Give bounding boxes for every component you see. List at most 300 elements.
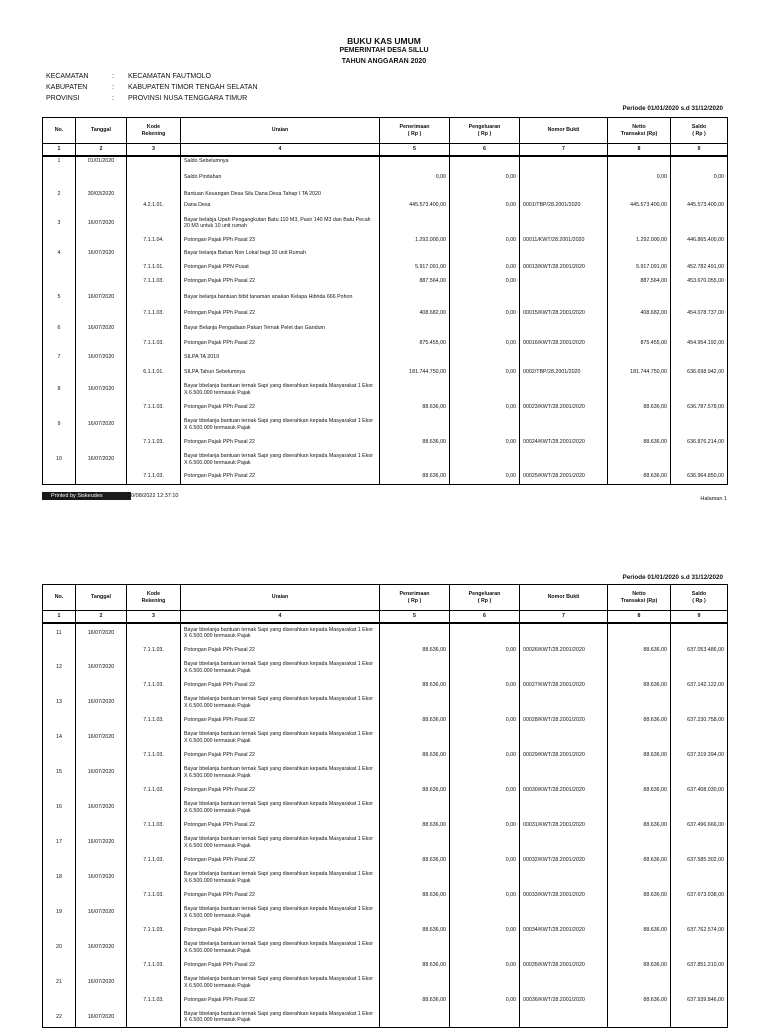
table-row [43, 364, 728, 380]
table-row [43, 156, 728, 166]
cell-pengeluaran [450, 658, 520, 677]
cell-uraian: Potongan Pajak PPh Pasal 22 [181, 957, 380, 973]
cell-uraian: Potongan Pajak PPh Pasal 22 [181, 642, 380, 658]
cell-no [43, 922, 76, 938]
col-number: 8 [608, 611, 671, 624]
cell-saldo: 637.851.210,00 [671, 957, 728, 973]
cell-kode [127, 321, 181, 336]
cell-penerimaan [380, 212, 450, 234]
table-row [43, 336, 728, 351]
cell-nomor-bukti [520, 868, 608, 887]
cell-pengeluaran: 0,00 [450, 642, 520, 658]
cell-tanggal: 16/07/2020 [76, 247, 127, 260]
cell-pengeluaran [450, 623, 520, 642]
col-header-pengeluaran [450, 118, 520, 144]
cell-tanggal [76, 887, 127, 903]
table-row [43, 798, 728, 817]
cell-netto: 887.564,00 [608, 274, 671, 288]
cell-saldo: 452.782.491,00 [671, 260, 728, 274]
col-header-nomor-bukti: Nomor Bukti [520, 118, 608, 144]
cell-saldo: 0,00 [671, 166, 728, 189]
cell-saldo [671, 658, 728, 677]
col-header-text: Netto [632, 124, 646, 131]
info-row-kabupaten [46, 82, 258, 93]
cell-nomor-bukti [520, 166, 608, 189]
cell-saldo [671, 288, 728, 306]
cell-nomor-bukti: 0002/TBP/28.2001/2020 [520, 364, 608, 380]
cell-kode [127, 1008, 181, 1027]
col-header-saldo [671, 585, 728, 611]
cell-kode [127, 247, 181, 260]
cell-kode: 7.1.1.03. [127, 957, 181, 973]
cell-pengeluaran: 0,00 [450, 747, 520, 763]
col-number: 3 [127, 611, 181, 624]
cell-penerimaan: 5.917.091,00 [380, 260, 450, 274]
cell-uraian: Bayar bbelanja bantuan ternak Sapi yang diserahkan kepada Masyarakat 1 Ekor X 6.500.000 termasuk Pajak [181, 450, 380, 469]
cell-netto: 88.636,00 [608, 399, 671, 415]
cell-kode: 7.1.1.03. [127, 922, 181, 938]
table-row [43, 938, 728, 957]
cell-saldo: 454.954.192,00 [671, 336, 728, 351]
cell-saldo: 637.585.302,00 [671, 852, 728, 868]
col-header-text: Pengeluaran [468, 591, 501, 598]
cell-kode: 7.1.1.03. [127, 782, 181, 798]
cell-no [43, 852, 76, 868]
cell-uraian: Bayar bbelanja bantuan ternak Sapi yang diserahkan kepada Masyarakat 1 Ekor X 6.500.000 termasuk Pajak [181, 903, 380, 922]
cell-penerimaan: 88.636,00 [380, 782, 450, 798]
cell-pengeluaran [450, 973, 520, 992]
col-number: 5 [380, 144, 450, 157]
cell-uraian: Bayar bbelanja bantuan ternak Sapi yang diserahkan kepada Masyarakat 1 Ekor X 6.500.000 termasuk Pajak [181, 833, 380, 852]
cell-no [43, 274, 76, 288]
cell-tanggal [76, 199, 127, 212]
cell-no [43, 364, 76, 380]
cell-uraian: Potongan Pajak PPh Pasal 22 [181, 782, 380, 798]
cell-netto: 5.917.091,00 [608, 260, 671, 274]
cell-uraian: Potongan Pajak PPh Pasal 22 [181, 306, 380, 321]
cell-kode [127, 798, 181, 817]
cell-no: 1 [43, 156, 76, 166]
cell-no [43, 957, 76, 973]
table-row [43, 234, 728, 247]
cell-kode [127, 903, 181, 922]
info-row-provinsi [46, 93, 258, 104]
cell-no: 3 [43, 212, 76, 234]
cell-nomor-bukti [520, 728, 608, 747]
cell-nomor-bukti: 00011/KWT/28.2001/2020 [520, 234, 608, 247]
cell-nomor-bukti [520, 938, 608, 957]
cell-nomor-bukti: 00016/KWT/28.2001/2020 [520, 336, 608, 351]
cell-tanggal [76, 469, 127, 484]
info-sep: : [112, 95, 114, 102]
cell-uraian: Potongan Pajak PPh Pasal 22 [181, 852, 380, 868]
cell-pengeluaran [450, 903, 520, 922]
cell-pengeluaran: 0,00 [450, 817, 520, 833]
ledger-body-page-1 [43, 156, 728, 484]
table-row [43, 434, 728, 450]
cell-pengeluaran [450, 351, 520, 364]
cell-no [43, 782, 76, 798]
page-footer [42, 492, 727, 502]
cell-uraian: Bayar bbelanja bantuan ternak Sapi yang diserahkan kepada Masyarakat 1 Ekor X 6.500.000 termasuk Pajak [181, 728, 380, 747]
cell-no [43, 166, 76, 189]
cell-saldo [671, 763, 728, 782]
cell-nomor-bukti [520, 351, 608, 364]
table-row [43, 782, 728, 798]
cell-no [43, 199, 76, 212]
cell-tanggal [76, 306, 127, 321]
cell-kode: 7.1.1.01. [127, 260, 181, 274]
cell-saldo [671, 189, 728, 199]
cell-nomor-bukti [520, 973, 608, 992]
cell-kode [127, 728, 181, 747]
cell-netto [608, 798, 671, 817]
cell-netto: 88.636,00 [608, 642, 671, 658]
table-row [43, 399, 728, 415]
cell-uraian: Saldo Pindahan [181, 166, 380, 189]
table-row [43, 166, 728, 189]
cell-uraian: Potongan Pajak PPh Pasal 22 [181, 712, 380, 728]
cell-netto [608, 623, 671, 642]
cell-nomor-bukti: 00034/KWT/28.2001/2020 [520, 922, 608, 938]
cell-no [43, 747, 76, 763]
cell-uraian: Potongan Pajak PPh Pasal 22 [181, 747, 380, 763]
cell-kode: 7.1.1.03. [127, 469, 181, 484]
cell-netto [608, 321, 671, 336]
cell-netto: 88.636,00 [608, 992, 671, 1008]
ledger-body-page-2 [43, 623, 728, 1027]
cell-tanggal [76, 364, 127, 380]
cell-pengeluaran: 0,00 [450, 712, 520, 728]
cell-pengeluaran: 0,00 [450, 306, 520, 321]
cell-netto: 88.636,00 [608, 469, 671, 484]
cell-penerimaan [380, 693, 450, 712]
cell-tanggal: 16/07/2020 [76, 798, 127, 817]
cell-penerimaan [380, 658, 450, 677]
cell-tanggal [76, 642, 127, 658]
col-header-uraian: Uraian [181, 585, 380, 611]
cell-tanggal: 16/07/2020 [76, 288, 127, 306]
cell-penerimaan [380, 833, 450, 852]
cell-netto [608, 938, 671, 957]
cell-tanggal: 16/07/2020 [76, 763, 127, 782]
cell-pengeluaran [450, 247, 520, 260]
cell-kode: 7.1.1.03. [127, 642, 181, 658]
cell-penerimaan [380, 728, 450, 747]
cell-pengeluaran [450, 868, 520, 887]
column-number-row [43, 611, 728, 624]
table-row [43, 903, 728, 922]
cell-nomor-bukti [520, 763, 608, 782]
cell-uraian: Potongan Pajak PPh Pasal 23 [181, 234, 380, 247]
col-header-no: No. [43, 585, 76, 611]
cell-nomor-bukti: 00031/KWT/28.2001/2020 [520, 817, 608, 833]
cell-nomor-bukti [520, 1008, 608, 1027]
cell-tanggal: 16/07/2020 [76, 351, 127, 364]
cell-kode: 6.1.1.01. [127, 364, 181, 380]
cell-netto [608, 693, 671, 712]
cell-penerimaan [380, 247, 450, 260]
col-header-kode [127, 585, 181, 611]
col-header-text: Rekening [141, 130, 166, 137]
cell-no: 17 [43, 833, 76, 852]
col-number: 8 [608, 144, 671, 157]
cell-saldo: 637.762.574,00 [671, 922, 728, 938]
table-row [43, 887, 728, 903]
cell-nomor-bukti: 00023/KWT/28.2001/2020 [520, 399, 608, 415]
cell-no: 4 [43, 247, 76, 260]
cell-tanggal: 16/07/2020 [76, 1008, 127, 1027]
cell-nomor-bukti [520, 798, 608, 817]
cell-netto [608, 658, 671, 677]
cell-uraian: Potongan Pajak PPh Pasal 22 [181, 434, 380, 450]
cell-netto: 88.636,00 [608, 677, 671, 693]
cell-saldo: 637.230.758,00 [671, 712, 728, 728]
cell-pengeluaran [450, 798, 520, 817]
col-header-text: Transaksi (Rp) [620, 597, 658, 604]
cell-nomor-bukti [520, 274, 608, 288]
cell-uraian: Bayar bbelanja bantuan ternak Sapi yang diserahkan kepada Masyarakat 1 Ekor X 6.500.000 termasuk Pajak [181, 868, 380, 887]
periode-label: Periode 01/01/2020 s.d 31/12/2020 [622, 105, 723, 112]
cell-no [43, 260, 76, 274]
cell-no [43, 306, 76, 321]
cell-penerimaan: 887.564,00 [380, 274, 450, 288]
cell-netto: 1.292.000,00 [608, 234, 671, 247]
cell-nomor-bukti: 0001/TBP/28.2001/2020 [520, 199, 608, 212]
cell-tanggal [76, 817, 127, 833]
table-row [43, 623, 728, 642]
cell-nomor-bukti: 00033/KWT/28.2001/2020 [520, 887, 608, 903]
cell-penerimaan: 445.573.400,00 [380, 199, 450, 212]
col-header-penerimaan [380, 118, 450, 144]
cell-kode: 7.1.1.03. [127, 817, 181, 833]
cell-nomor-bukti: 00015/KWT/28.2001/2020 [520, 306, 608, 321]
cell-pengeluaran [450, 156, 520, 166]
cell-no: 10 [43, 450, 76, 469]
cell-netto [608, 189, 671, 199]
cell-pengeluaran [450, 693, 520, 712]
report-subtitle: PEMERINTAH DESA SILLU [339, 47, 429, 54]
col-header-kode [127, 118, 181, 144]
cell-penerimaan [380, 156, 450, 166]
cell-nomor-bukti [520, 903, 608, 922]
col-header-uraian: Uraian [181, 118, 380, 144]
cell-tanggal: 30/03/2020 [76, 189, 127, 199]
cell-pengeluaran: 0,00 [450, 274, 520, 288]
cell-kode: 7.1.1.03. [127, 887, 181, 903]
cell-nomor-bukti: 00035/KWT/28.2001/2020 [520, 957, 608, 973]
table-row [43, 852, 728, 868]
cell-pengeluaran [450, 415, 520, 434]
cell-netto: 88.636,00 [608, 712, 671, 728]
table-row [43, 992, 728, 1008]
cell-nomor-bukti: 00026/KWT/28.2001/2020 [520, 642, 608, 658]
cell-tanggal [76, 782, 127, 798]
cell-uraian: Bayar belanja bantuan bibit tanaman anakan Kelapa Hibrida 666 Pohon [181, 288, 380, 306]
col-header-text: Netto [632, 591, 646, 598]
cell-nomor-bukti [520, 288, 608, 306]
cell-netto [608, 351, 671, 364]
cell-nomor-bukti [520, 693, 608, 712]
cell-nomor-bukti: 00029/KWT/28.2001/2020 [520, 747, 608, 763]
report-title: BUKU KAS UMUM [347, 36, 421, 46]
cell-netto [608, 868, 671, 887]
cell-saldo: 454.078.737,00 [671, 306, 728, 321]
info-label: KECAMATAN [46, 73, 89, 80]
cell-uraian: Potongan Pajak PPh Pasal 22 [181, 469, 380, 484]
cell-tanggal [76, 852, 127, 868]
cell-kode: 7.1.1.03. [127, 852, 181, 868]
cell-tanggal: 16/07/2020 [76, 450, 127, 469]
table-row [43, 957, 728, 973]
col-header-pengeluaran [450, 585, 520, 611]
table-row [43, 199, 728, 212]
cell-no: 13 [43, 693, 76, 712]
cell-pengeluaran: 0,00 [450, 957, 520, 973]
col-number: 9 [671, 144, 728, 157]
cell-kode [127, 868, 181, 887]
cell-pengeluaran [450, 938, 520, 957]
col-header-text: ( Rp ) [692, 597, 706, 604]
cell-nomor-bukti: 00032/KWT/28.2001/2020 [520, 852, 608, 868]
cell-uraian: Bayar bbelanja bantuan ternak Sapi yang diserahkan kepada Masyarakat 1 Ekor X 6.500.000 termasuk Pajak [181, 798, 380, 817]
cell-saldo [671, 247, 728, 260]
cell-pengeluaran [450, 728, 520, 747]
cell-netto [608, 288, 671, 306]
cell-saldo [671, 321, 728, 336]
cell-tanggal: 16/07/2020 [76, 868, 127, 887]
col-header-text: ( Rp ) [477, 597, 492, 604]
cell-no [43, 992, 76, 1008]
cell-kode [127, 351, 181, 364]
cell-pengeluaran: 0,00 [450, 922, 520, 938]
col-header-text: Penerimaan [399, 591, 430, 598]
cell-netto [608, 973, 671, 992]
cell-saldo [671, 693, 728, 712]
cell-no [43, 469, 76, 484]
cell-tanggal [76, 677, 127, 693]
cell-no [43, 712, 76, 728]
cell-nomor-bukti: 00013/KWT/28.2001/2020 [520, 260, 608, 274]
table-row [43, 1008, 728, 1027]
col-header-text: Pengeluaran [468, 124, 501, 131]
col-number: 1 [43, 611, 76, 624]
cell-netto: 88.636,00 [608, 922, 671, 938]
cell-no: 6 [43, 321, 76, 336]
cell-no: 11 [43, 623, 76, 642]
cell-saldo [671, 1008, 728, 1027]
cell-penerimaan [380, 973, 450, 992]
table-row [43, 321, 728, 336]
col-header-text: Rekening [141, 597, 166, 604]
cell-tanggal [76, 399, 127, 415]
col-header-text: ( Rp ) [477, 130, 492, 137]
cell-tanggal [76, 922, 127, 938]
cell-tanggal [76, 336, 127, 351]
cell-no: 2 [43, 189, 76, 199]
cell-pengeluaran: 0,00 [450, 887, 520, 903]
info-value: KABUPATEN TIMOR TENGAH SELATAN [128, 84, 258, 91]
table-row [43, 763, 728, 782]
cell-pengeluaran [450, 288, 520, 306]
cell-pengeluaran: 0,00 [450, 852, 520, 868]
cell-tanggal [76, 274, 127, 288]
cell-uraian: Bayar belanja Bahan Non Lokal bagi 10 unit Rumah [181, 247, 380, 260]
table-row [43, 380, 728, 399]
cell-penerimaan [380, 868, 450, 887]
cell-kode: 7.1.1.03. [127, 747, 181, 763]
cell-saldo: 636.698.942,00 [671, 364, 728, 380]
cell-netto: 0,00 [608, 166, 671, 189]
cell-kode: 7.1.1.03. [127, 712, 181, 728]
cell-pengeluaran [450, 189, 520, 199]
cell-no: 9 [43, 415, 76, 434]
cell-kode [127, 189, 181, 199]
table-row [43, 306, 728, 321]
cell-saldo: 445.573.400,00 [671, 199, 728, 212]
col-header-text: Transaksi (Rp) [620, 130, 658, 137]
table-row [43, 833, 728, 852]
cell-uraian: Potongan Pajak PPh Pasal 22 [181, 399, 380, 415]
cell-nomor-bukti [520, 321, 608, 336]
cell-nomor-bukti: 00027/KWT/28.2001/2020 [520, 677, 608, 693]
table-row [43, 189, 728, 199]
cell-uraian: Potongan Pajak PPh Pasal 22 [181, 677, 380, 693]
cell-netto: 445.573.400,00 [608, 199, 671, 212]
col-header-text: ( Rp ) [407, 597, 422, 604]
cell-netto [608, 212, 671, 234]
cell-penerimaan: 88.636,00 [380, 887, 450, 903]
cell-tanggal: 16/07/2020 [76, 623, 127, 642]
cell-netto [608, 1008, 671, 1027]
cell-netto [608, 763, 671, 782]
table-row [43, 658, 728, 677]
cell-netto: 88.636,00 [608, 887, 671, 903]
table-row [43, 260, 728, 274]
info-sep: : [112, 84, 114, 91]
cell-tanggal: 01/01/2020 [76, 156, 127, 166]
cell-netto: 408.682,00 [608, 306, 671, 321]
cell-tanggal [76, 234, 127, 247]
cell-saldo: 636.964.850,00 [671, 469, 728, 484]
cell-kode [127, 212, 181, 234]
info-label: KABUPATEN [46, 84, 88, 91]
cell-no [43, 434, 76, 450]
ledger-table-page-2 [42, 584, 728, 1028]
cell-tanggal: 16/07/2020 [76, 415, 127, 434]
cell-nomor-bukti [520, 833, 608, 852]
cell-saldo: 637.142.122,00 [671, 677, 728, 693]
cell-penerimaan: 88.636,00 [380, 469, 450, 484]
cell-netto: 181.744.750,00 [608, 364, 671, 380]
info-value: KECAMATAN FAUTMOLO [128, 73, 211, 80]
cell-uraian: Potongan Pajak PPh Pasal 22 [181, 336, 380, 351]
cell-nomor-bukti: 00028/KWT/28.2001/2020 [520, 712, 608, 728]
table-row [43, 693, 728, 712]
table-row [43, 712, 728, 728]
cell-kode [127, 166, 181, 189]
cell-pengeluaran [450, 833, 520, 852]
cell-penerimaan [380, 938, 450, 957]
cell-tanggal: 16/07/2020 [76, 658, 127, 677]
cell-tanggal [76, 712, 127, 728]
cell-uraian: SILPA TA 2019 [181, 351, 380, 364]
cell-kode: 7.1.1.03. [127, 434, 181, 450]
cell-no: 19 [43, 903, 76, 922]
cell-penerimaan: 88.636,00 [380, 747, 450, 763]
cell-uraian: Bayar bbelanja bantuan ternak Sapi yang diserahkan kepada Masyarakat 1 Ekor X 6.500.000 termasuk Pajak [181, 658, 380, 677]
cell-saldo: 636.787.578,00 [671, 399, 728, 415]
